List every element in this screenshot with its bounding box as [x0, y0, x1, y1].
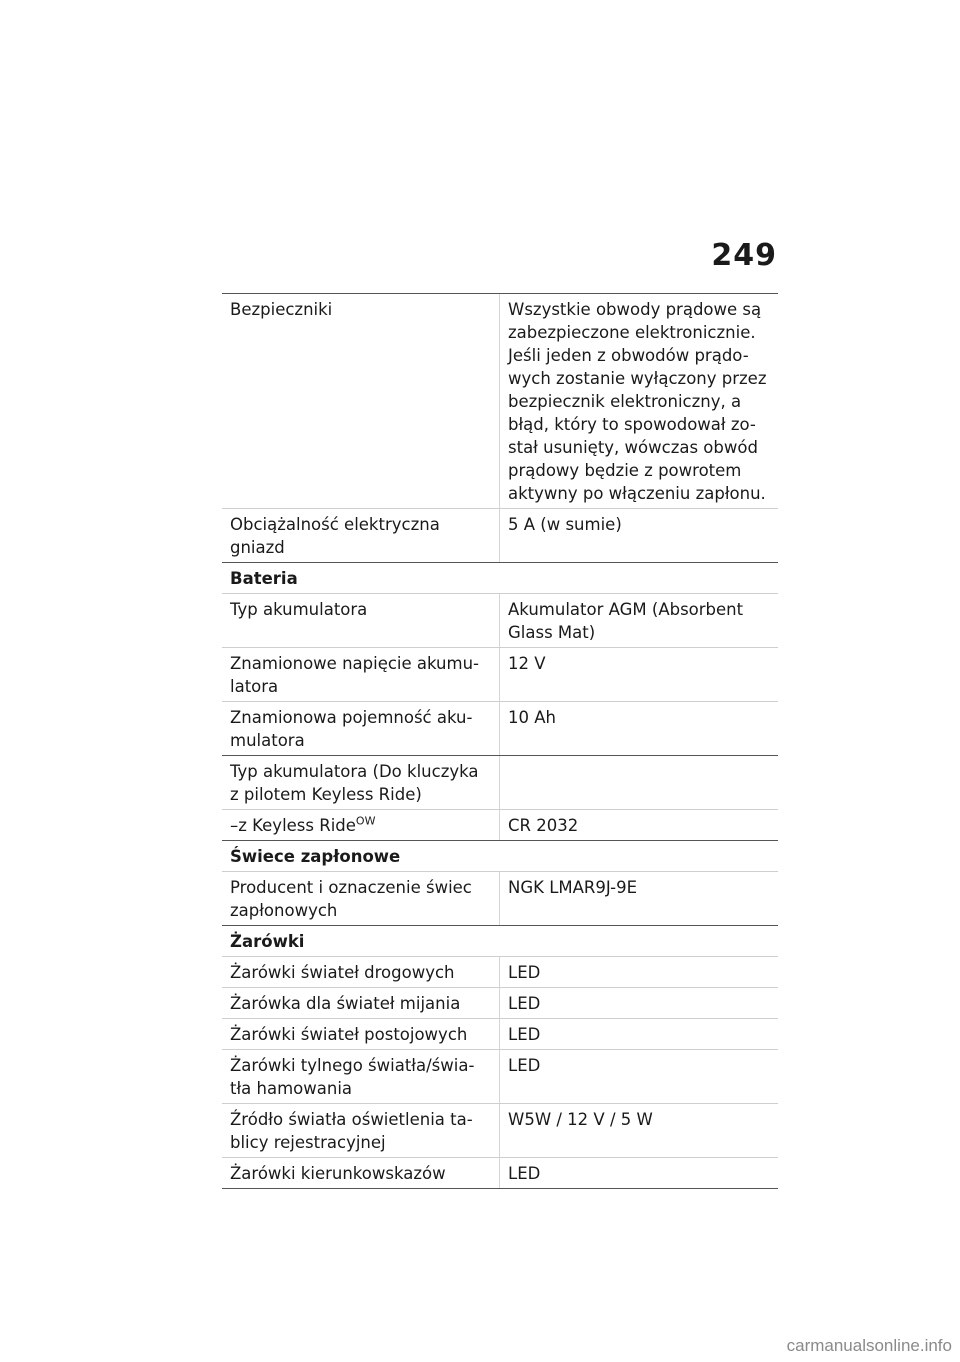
section-title-spark-plugs: Świece zapłonowe	[230, 847, 401, 866]
row-value: Wszystkie obwody prądowe są zabezpieczone elektronicznie. Jeśli jeden z obwodów prądo-wych zostanie wyłączony przez bezpiecznik elektroniczny, a błąd, który to spowodował zo-stał usunięty, wówczas obwód prądowy będzie z powrotem aktywny po włączeniu zapłonu.	[508, 300, 767, 503]
row-label: Żarówki kierunkowskazów	[222, 1158, 500, 1188]
row-label	[222, 810, 500, 840]
table-row	[222, 293, 778, 508]
row-label: Typ akumulatora	[222, 594, 500, 647]
table-row	[222, 987, 778, 1018]
row-label: Żarówki tylnego światła/świa-tła hamowania	[222, 1050, 500, 1103]
table-row	[222, 647, 778, 701]
section-header-row	[222, 562, 778, 593]
section-header-row	[222, 925, 778, 956]
row-label: Obciążalność elektryczna gniazd	[222, 509, 500, 562]
table-row	[222, 755, 778, 809]
option-code-superscript: OW	[355, 814, 376, 828]
table-row	[222, 871, 778, 925]
table-row	[222, 1018, 778, 1049]
row-label: Żarówka dla świateł mijania	[222, 988, 500, 1018]
row-label: Znamionowe napięcie akumu-latora	[222, 648, 500, 701]
spec-table	[222, 293, 778, 1189]
row-value: NGK LMAR9J-9E	[508, 878, 638, 897]
row-value: CR 2032	[508, 816, 579, 835]
row-value: 12 V	[508, 654, 546, 673]
row-value: LED	[508, 994, 541, 1013]
row-value: LED	[508, 1056, 541, 1075]
row-label: Typ akumulatora (Do kluczyka z pilotem Keyless Ride)	[222, 756, 500, 809]
table-row	[222, 809, 778, 840]
row-value: 5 A (w sumie)	[508, 515, 622, 534]
row-label: Żarówki świateł postojowych	[222, 1019, 500, 1049]
table-row	[222, 1049, 778, 1103]
row-value: LED	[508, 963, 541, 982]
row-value: LED	[508, 1025, 541, 1044]
section-header-row	[222, 840, 778, 871]
row-label: Producent i oznaczenie świec zapłonowych	[222, 872, 500, 925]
row-label: Znamionowa pojemność aku-mulatora	[222, 702, 500, 755]
table-row	[222, 1103, 778, 1157]
row-value	[500, 756, 778, 809]
table-row	[222, 956, 778, 987]
table-row	[222, 1157, 778, 1188]
row-value: LED	[508, 1164, 541, 1183]
page-number: 249	[711, 238, 777, 273]
section-title-bulbs: Żarówki	[230, 932, 305, 951]
table-row	[222, 701, 778, 755]
watermark: carmanualsonline.info	[786, 1336, 952, 1355]
section-title-battery: Bateria	[230, 569, 298, 588]
row-value: 10 Ah	[508, 708, 556, 727]
row-value: Akumulator AGM (Absorbent Glass Mat)	[508, 600, 744, 642]
row-value: W5W / 12 V / 5 W	[508, 1110, 653, 1129]
row-label: Bezpieczniki	[222, 294, 500, 508]
row-label: Źródło światła oświetlenia ta-blicy rejestracyjnej	[222, 1104, 500, 1157]
keyless-ride-label: –z Keyless Ride	[230, 816, 356, 835]
table-row	[222, 508, 778, 562]
row-label: Żarówki świateł drogowych	[222, 957, 500, 987]
table-bottom-rule	[222, 1188, 778, 1189]
table-row	[222, 593, 778, 647]
